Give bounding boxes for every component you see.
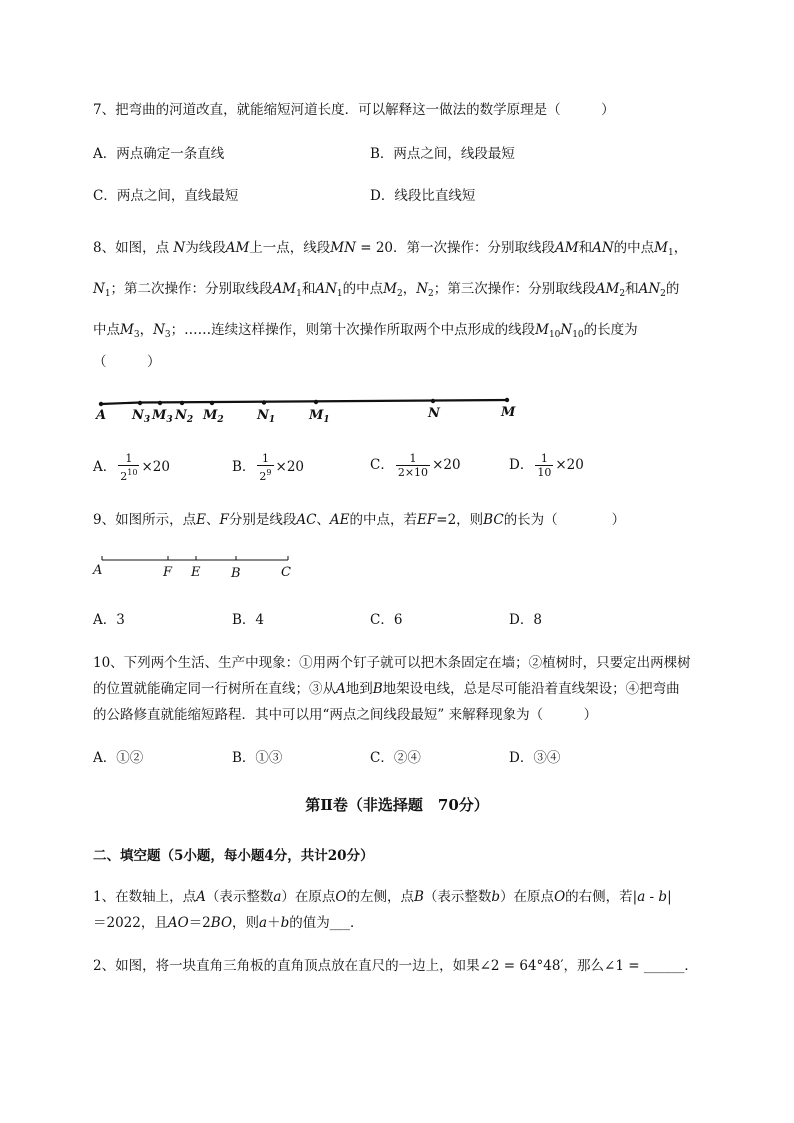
part2-title: 第Ⅱ卷（非选择题 70分）	[305, 796, 489, 814]
q8-option-b[interactable]: B． $\frac{1}{2^9}$ ×20	[232, 452, 305, 483]
point-m3	[158, 401, 162, 405]
q7-option-a[interactable]: A．两点确定一条直线	[93, 146, 225, 162]
q7-option-c[interactable]: C．两点之间，直线最短	[93, 188, 239, 204]
q8-figure	[90, 392, 530, 424]
point-m	[505, 398, 509, 402]
point-n1	[262, 400, 266, 404]
label-n: N	[428, 406, 440, 421]
label-a: A	[93, 563, 103, 578]
q7-stem: 7、把弯曲的河道改直，就能缩短河道长度．可以解释这一做法的数学原理是（ ）	[93, 102, 615, 118]
q8-line1: 8、如图，点 N为线段AM上一点，线段MN = 20．第一次操作：分别取线段AM和AN的中点$M_1$，	[93, 240, 688, 258]
q9-option-a[interactable]: A．3	[93, 612, 125, 628]
section2-title: 二、填空题（5小题，每小题4分，共计20分）	[93, 848, 374, 864]
label-n1: $N_1$	[257, 408, 276, 424]
q8-option-a[interactable]: A． $\frac{1}{2^{10}}$ ×20	[93, 452, 170, 483]
label-b: B	[231, 566, 241, 580]
q8-line2: $N_1$；第二次操作：分别取线段$AM_1$和$AN_1$的中点$M_2$，$N_2$；第三次操作：分别取线段$AM_2$和$AN_2$的	[93, 281, 680, 299]
label-e: E	[191, 565, 201, 580]
q7-option-d[interactable]: D．线段比直线短	[370, 188, 476, 204]
point-n2	[180, 401, 184, 405]
label-n2: $N_2$	[175, 408, 194, 424]
f1-answer-blank[interactable]: ___．	[329, 915, 364, 931]
q9-stem: 9、如图所示，点E、F分别是线段AC、AE的中点，若EF=2，则BC的长为（ ）	[93, 512, 626, 528]
q9-option-c[interactable]: C．6	[370, 612, 403, 628]
q9-figure	[90, 552, 300, 580]
q10-option-a[interactable]: A．①②	[93, 750, 144, 766]
q10-line3: 的公路修直就能缩短路程．其中可以用“两点之间线段最短” 来解释现象为（ ）	[93, 707, 598, 723]
q8-option-d[interactable]: D． $\frac{1}{10}$ ×20	[509, 452, 584, 479]
q10-option-d[interactable]: D．③④	[509, 750, 561, 766]
label-m2: $M_2$	[203, 408, 224, 424]
q8-answer-paren: （ ）	[93, 354, 161, 370]
q10-line2: 的位置就能确定同一行树所在直线；③从A地到B地架设电线，总是尽可能沿着直线架设；④把弯曲	[93, 681, 680, 697]
q7-option-b[interactable]: B．两点之间，线段最短	[370, 146, 515, 162]
label-m3: $M_3$	[152, 408, 173, 424]
point-a	[99, 402, 103, 406]
point-m2	[210, 401, 214, 405]
q10-line1: 10、下列两个生活、生产中现象：①用两个钉子就可以把木条固定在墙；②植树时，只要定出两棵树	[93, 655, 691, 671]
q9-option-b[interactable]: B．4	[232, 612, 265, 628]
label-c: C	[281, 565, 291, 580]
label-f: F	[163, 565, 173, 580]
q9-option-d[interactable]: D．8	[509, 612, 542, 628]
point-n3	[138, 401, 142, 405]
q10-option-b[interactable]: B．①③	[232, 750, 283, 766]
q8-line3: 中点$M_3$，$N_3$；……连续这样操作，则第十次操作所取两个中点形成的线段$M_{10}N_{10}$的长度为	[93, 322, 638, 340]
label-m1: $M_1$	[309, 408, 330, 424]
f2-line1: 2、如图，将一块直角三角板的直角顶点放在直尺的一边上，如果∠2 = 64°48′，那么∠1 = ______．	[93, 958, 698, 974]
q8-option-c[interactable]: C． $\frac{1}{2\times 10}$ ×20	[370, 452, 461, 479]
f1-line2: ＝2022，且AO＝2BO，则a＋b的值为___．	[93, 915, 364, 931]
point-m1	[314, 400, 318, 404]
q10-option-c[interactable]: C．②④	[370, 750, 421, 766]
label-m: M	[501, 405, 516, 420]
label-n3: $N_3$	[132, 408, 151, 424]
point-n	[431, 399, 435, 403]
label-a: A	[96, 408, 107, 423]
f1-line1: 1、在数轴上，点A（表示整数a）在原点O的左侧，点B（表示整数b）在原点O的右侧，若|a - b|	[93, 889, 672, 905]
